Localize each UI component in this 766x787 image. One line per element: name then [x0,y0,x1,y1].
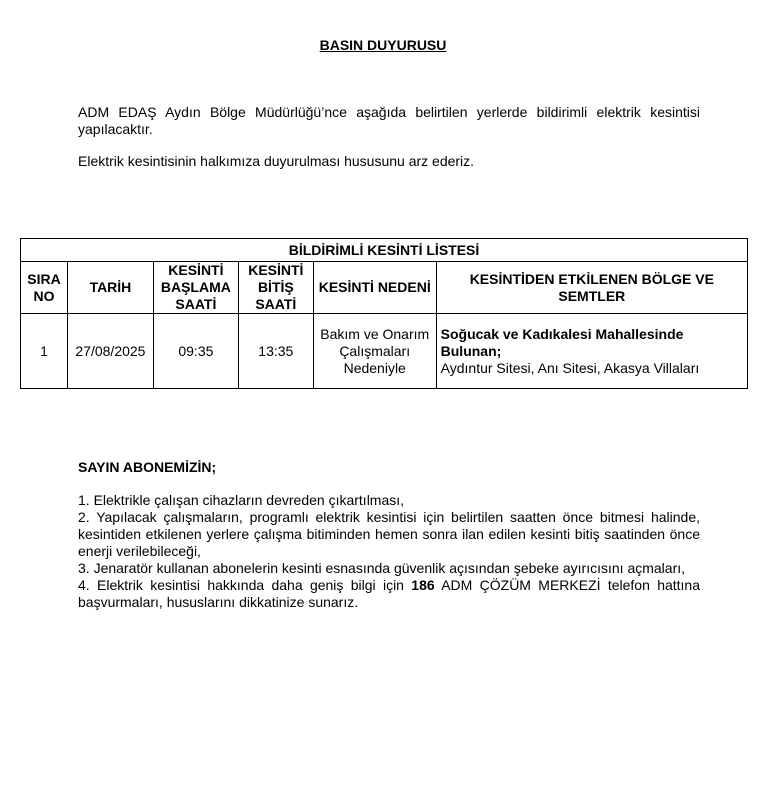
notice-item-4-pre: 4. Elektrik kesintisi hakkında daha geniş bilgi için [78,577,412,593]
notice-item-1: 1. Elektrikle çalışan cihazların devreden çıkartılması, [78,492,405,508]
cell-baslama-saati: 09:35 [153,314,238,389]
header-tarih: TARİH [67,262,153,314]
header-sira-no: SIRA NO [21,262,68,314]
notice-item-2: 2. Yapılacak çalışmaların, programlı elektrik kesintisi için belirtilen saatten önce bitmesi halinde, kesintiden etkilenen yerlere çalışma bitiminden hemen sonra ilan edilen kesinti bitiş saatinden önce enerji verilebileceği, [78,509,700,559]
header-kesinti-nedeni: KESİNTİ NEDENİ [313,262,436,314]
table-caption-row [21,239,748,262]
notice-item-3: 3. Jenaratör kullanan abonelerin kesinti esnasında güvenlik açısından şebeke ayırıcısını açmaları, [78,560,686,576]
header-baslama-saati: KESİNTİ BAŞLAMA SAATİ [153,262,238,314]
notice-item-4-post: ADM ÇÖZÜM MERKEZİ telefon hattına başvurmaları, hususlarını dikkatinize sunarız. [78,577,701,610]
table-header-row [21,262,748,314]
cell-sira-no: 1 [21,314,68,389]
notice-list [78,492,700,611]
cell-tarih: 27/08/2025 [67,314,153,389]
region-list: Aydıntur Sitesi, Anı Sitesi, Akasya Villaları [440,359,700,376]
header-bitis-saati: KESİNTİ BİTİŞ SAATİ [238,262,313,314]
cell-kesinti-nedeni: Bakım ve Onarım Çalışmaları Nedeniyle [313,314,436,389]
request-paragraph: Elektrik kesintisinin halkımıza duyurulması hususunu arz ederiz. [78,153,475,169]
call-center-number: 186 [411,577,435,593]
region-heading: Soğucak ve Kadıkalesi Mahallesinde Bulunan; [440,325,684,359]
notice-item-4 [78,577,700,611]
outage-table [20,238,748,389]
intro-paragraph: ADM EDAŞ Aydın Bölge Müdürlüğü’nce aşağıda belirtilen yerlerde bildirimli elektrik kesintisi yapılacaktır. [78,104,700,137]
table-caption: BİLDİRİMLİ KESİNTİ LİSTESİ [21,239,748,262]
notice-title: SAYIN ABONEMİZİN; [78,459,217,475]
cell-bitis-saati: 13:35 [238,314,313,389]
document-title: BASIN DUYURUSU [319,37,447,53]
table-row [21,314,748,389]
cell-etkilenen-bolge [436,314,747,389]
header-etkilenen-bolge: KESİNTİDEN ETKİLENEN BÖLGE VE SEMTLER [436,262,747,314]
